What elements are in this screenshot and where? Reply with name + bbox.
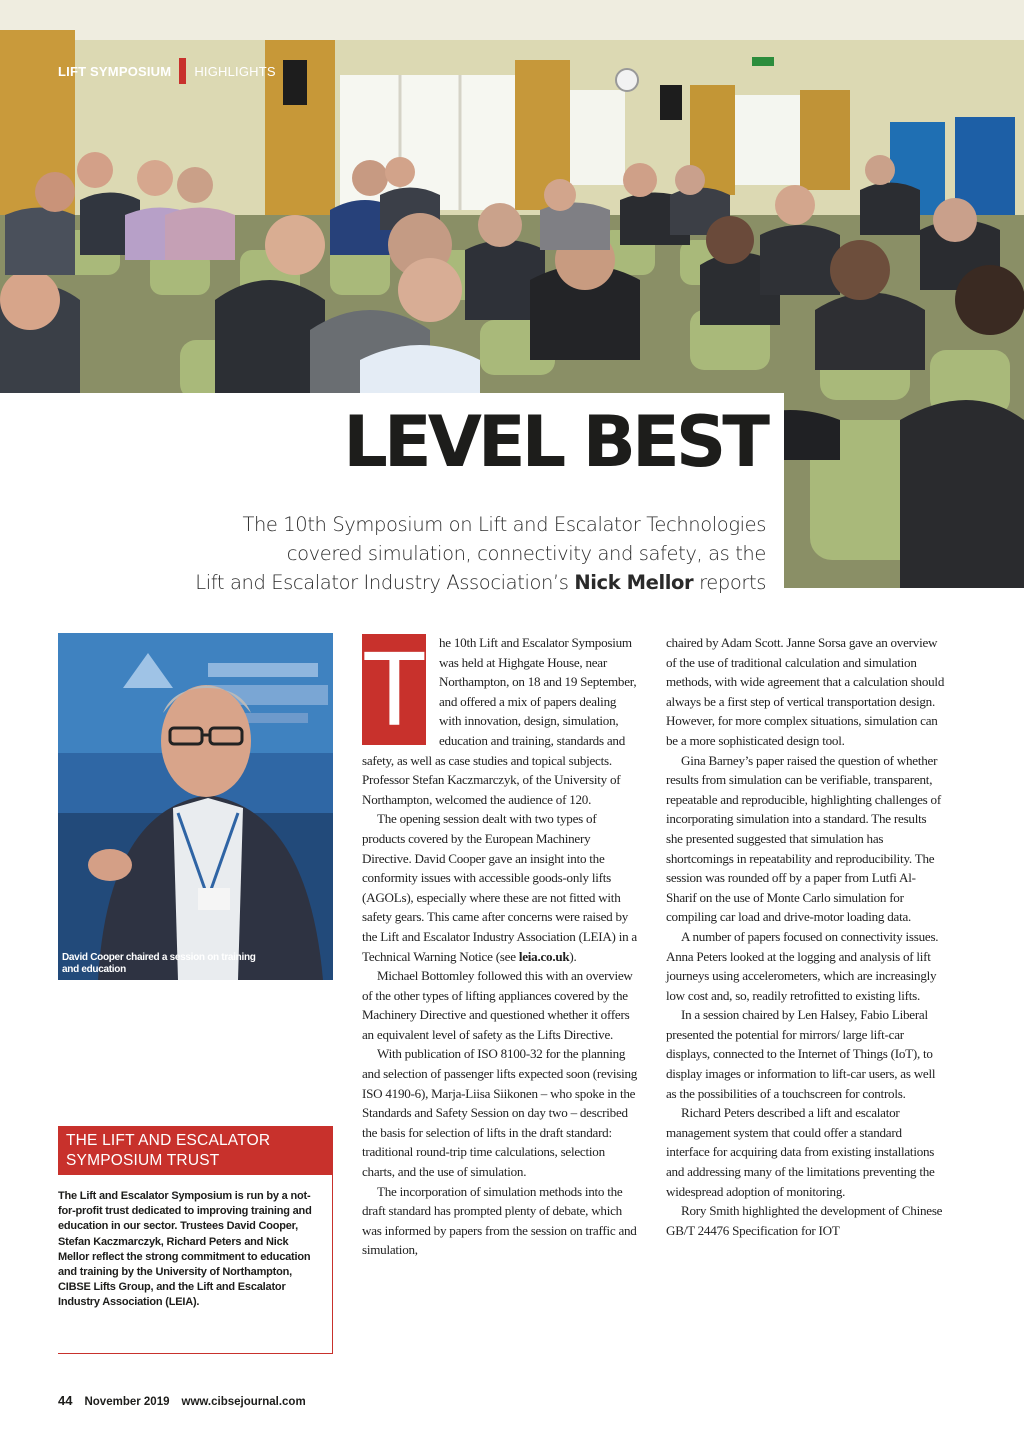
article-paragraph: Richard Peters described a lift and escalator management system that could offer a standard interface for acquiring data from existing installations and addressing many of the limitations preventing the widespread adoption of monitoring. [666, 1105, 935, 1199]
section-divider [179, 58, 186, 84]
article-paragraph: The incorporation of simulation methods into the draft standard has prompted plenty of debate, which was informed by papers from the session on traffic and simulation, [362, 1183, 637, 1258]
article-paragraph [362, 809, 640, 966]
article-column-1 [362, 630, 640, 1260]
author-name: Nick Mellor [574, 571, 694, 594]
page-footer [58, 1393, 306, 1408]
article-title: LEVEL BEST [343, 401, 766, 483]
speaker-illustration [58, 633, 333, 980]
issue-date: November 2019 [84, 1396, 170, 1408]
sidebar-body: The Lift and Escalator Symposium is run by a not-for-profit trust dedicated to improving training and education in our sector. Trustees David Cooper, Stefan Kaczmarczyk, Richard Peters and Nick Mellor reflect the strong commitment to education and training by the University of Northampton, CIBSE Lifts Group, and the Lift and Escalator Industry Association (LEIA). [58, 1190, 312, 1309]
section-name: LIFT SYMPOSIUM [58, 63, 172, 79]
website-url: www.cibsejournal.com [181, 1396, 306, 1408]
standfirst-line-3-text: Lift and Escalator Industry Association’s [195, 571, 575, 594]
standfirst-line-3 [126, 568, 766, 597]
article-paragraph [362, 630, 640, 809]
photo-caption: David Cooper chaired a session on training and education [62, 952, 256, 975]
sidebar-box [58, 1126, 333, 1354]
standfirst-line-1: The 10th Symposium on Lift and Escalator Technologies [242, 513, 766, 536]
article-paragraph: Michael Bottomley followed this with an overview of the other types of lifting appliances covered by the Machinery Directive and questioned whether it offers an equivalent level of safety as the Lifts Directive. [362, 968, 633, 1042]
website-reference: leia.co.uk [518, 948, 570, 964]
article-paragraph: Gina Barney’s paper raised the question of whether results from simulation can be verifiable, transparent, repeatable and reproducible, highlighting challenges of incorporating simulation into a standard. The results she presented suggested that simulation has shortcomings in repeatability and reproducibility. The session was rounded off by a paper from Lutfi Al-Sharif on the use of Monte Carlo simulation for compiling car load and drive-motor loading data. [666, 752, 941, 925]
section-label [58, 58, 276, 84]
article-column-2 [666, 633, 946, 1240]
paragraph-text: he 10th Lift and Escalator Symposium was held at Highgate House, near Northampton, on 18 and 19 September, and offered a mix of papers dealing with innovation, design, simulation, education and training, standards and safety, as well as case studies and topical subjects. Professor Stefan Kaczmarczyk, of the University of Northampton, welcomed the audience of 120. [362, 635, 637, 807]
headline-panel [0, 393, 784, 594]
speaker-photo [58, 633, 333, 980]
paragraph-text: ). [569, 948, 577, 964]
paragraph-text: The opening session dealt with two types of products covered by the European Machinery Directive. David Cooper gave an insight into the conformity issues with accessible goods-only lifts (AGOLs), especially where these are not fitted with safety gears. This came after concerns were raised by the Lift and Escalator Industry Association (LEIA) in a Technical Warning Notice (see [362, 811, 637, 964]
standfirst [126, 510, 766, 597]
page-number: 44 [58, 1393, 73, 1408]
article-paragraph: A number of papers focused on connectivity issues. Anna Peters looked at the logging and analysis of lift journeys using accelerometers, which are increasingly low cost and, so, readily retrofitted to existing lifts. [666, 928, 939, 1003]
article-paragraph: chaired by Adam Scott. Janne Sorsa gave an overview of the use of traditional calculation and simulation methods, with wide agreement that a calculation should always be a first step of vertical transportation design. However, for more complex situations, simulation can be a more sophisticated design tool. [666, 635, 945, 748]
standfirst-tail: reports [693, 571, 766, 594]
article-paragraph: With publication of ISO 8100-32 for the planning and selection of passenger lifts expected soon (revising ISO 4190-6), Marja-Liisa Siikonen – who spoke in the Standards and Safety Session on day two – described the basis for selection of lifts in the draft standard: traditional round-trip time calculations, selection charts, and the use of simulation. [362, 1046, 638, 1180]
article-paragraph: Rory Smith highlighted the development of Chinese GB/T 24476 Specification for IOT [666, 1203, 943, 1238]
article-paragraph: In a session chaired by Len Halsey, Fabio Liberal presented the potential for mirrors/ large lift-car displays, connected to the Internet of Things (IoT), to display images or information to lift-car users, as well as the possibilities of a touchscreen for controls. [666, 1007, 936, 1101]
sidebar-title: THE LIFT AND ESCALATOR SYMPOSIUM TRUST [58, 1126, 333, 1175]
drop-cap: T [362, 630, 427, 748]
subsection-name: HIGHLIGHTS [194, 63, 276, 79]
standfirst-line-2: covered simulation, connectivity and safety, as the [286, 542, 766, 565]
